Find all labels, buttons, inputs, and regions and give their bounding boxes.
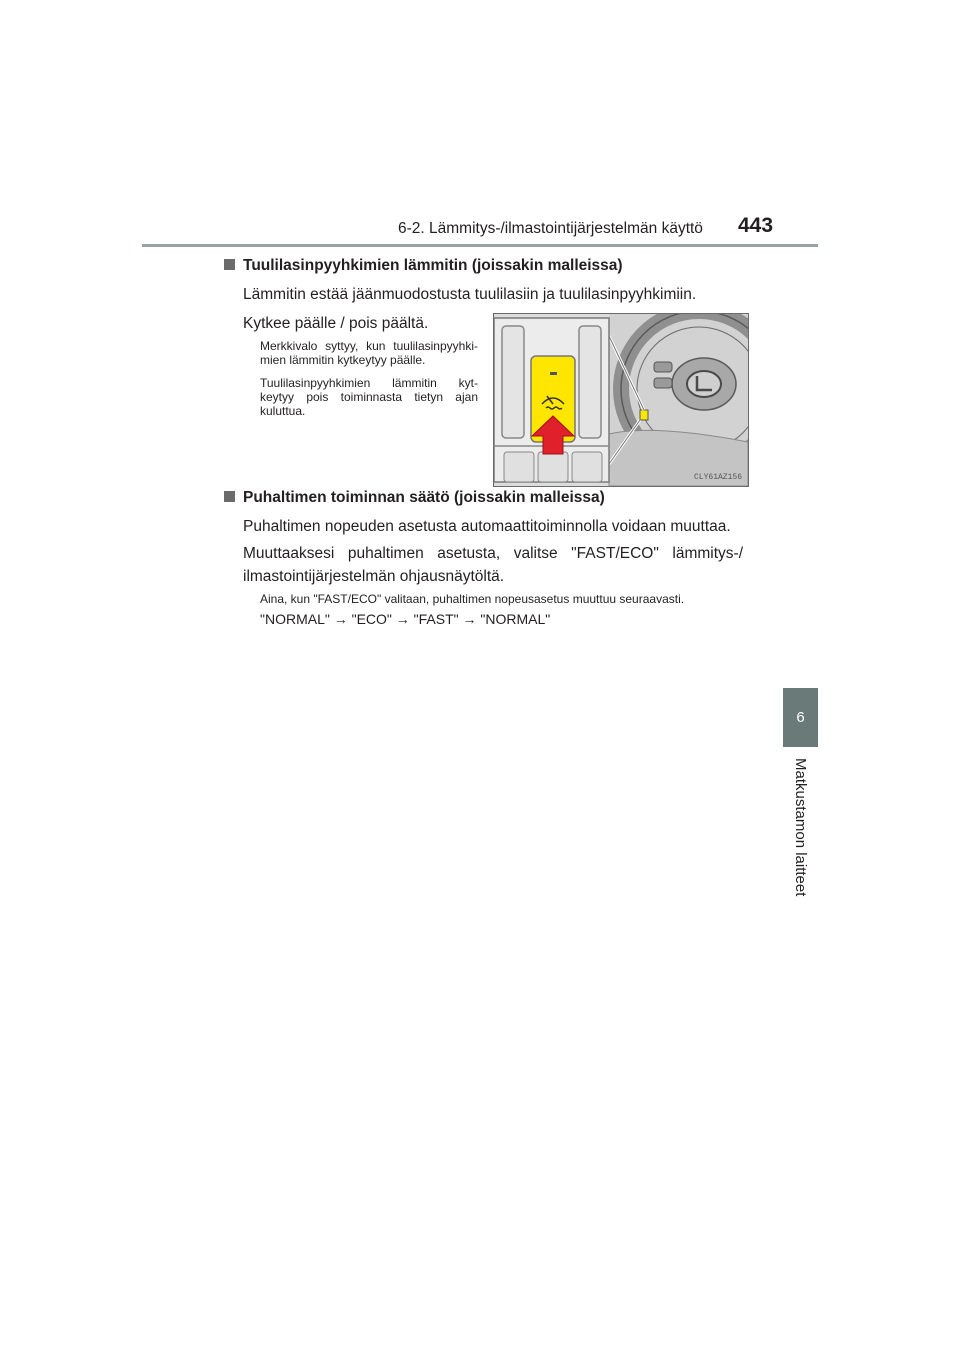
figure-code: CLY61AZ156 (693, 473, 742, 482)
blower-note: Aina, kun "FAST/ECO" valitaan, puhaltimen nopeusasetus muuttuu seuraavasti. (260, 592, 685, 606)
chapter-label (783, 758, 818, 928)
wiper-heater-intro: Lämmitin estää jäänmuodostusta tuulilasiin ja tuulilasinpyyhkimiin. (243, 286, 697, 303)
chapter-number: 6 (796, 709, 805, 726)
running-header: 6-2. Lämmitys-/ilmastointijärjestelmän käyttö (398, 220, 703, 237)
indicator-light-icon (550, 372, 557, 375)
switch-location-marker-icon (640, 410, 648, 420)
chapter-label-text: Matkustamon laitteet (792, 758, 809, 897)
dashboard-svg (494, 314, 748, 486)
wiper-heater-action: Kytkee päälle / pois päältä. (243, 315, 429, 332)
switch-panel-zoom (494, 318, 609, 482)
square-bullet-icon (224, 259, 235, 270)
header-rule (142, 244, 818, 247)
blower-sequence: "NORMAL" → "ECO" → "FAST" → "NORMAL" (260, 611, 551, 627)
square-bullet-icon (224, 491, 235, 502)
chapter-tab (783, 688, 818, 747)
wiper-heater-switch-illustration (493, 313, 749, 487)
page-number: 443 (738, 214, 774, 237)
blower-para-1: Puhaltimen nopeuden asetusta automaattitoiminnolla voidaan muuttaa. (243, 518, 731, 535)
wiper-heater-note-2: Tuulilasinpyyhkimien lämmitin kyt- keytyy pois toiminnasta tietyn ajan kuluttua. (260, 376, 478, 418)
section-heading-wiper-heater: Tuulilasinpyyhkimien lämmitin (joissakin malleissa) (224, 257, 623, 275)
wiper-heater-note-1: Merkkivalo syttyy, kun tuulilasinpyyhki- mien lämmitin kytkeytyy päälle. (260, 339, 478, 367)
section-heading-blower: Puhaltimen toiminnan säätö (joissakin malleissa) (224, 489, 605, 507)
blower-para-2: Muuttaaksesi puhaltimen asetusta, valitse "FAST/ECO" lämmitys-/ ilmastointijärjestelmän ohjausnäytöltä. (243, 545, 743, 585)
